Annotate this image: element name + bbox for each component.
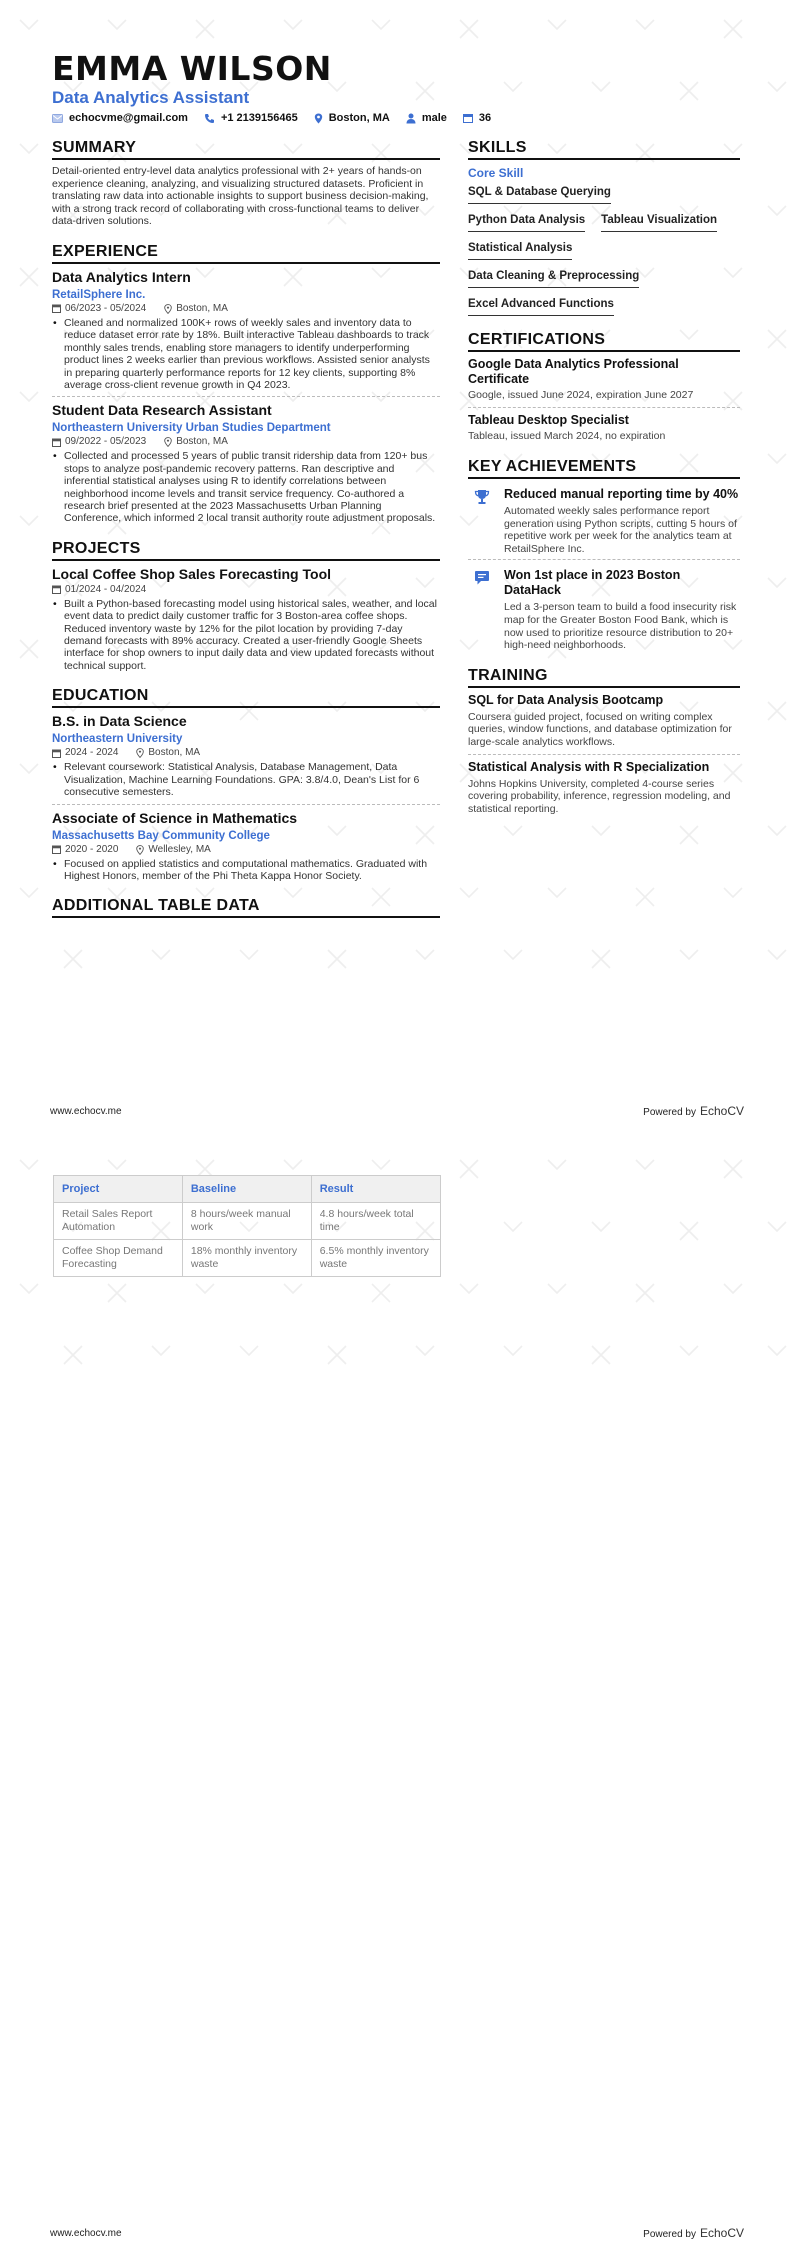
calendar-icon bbox=[52, 749, 61, 758]
project-bullets bbox=[52, 598, 440, 672]
calendar-icon bbox=[52, 585, 61, 594]
summary-section bbox=[52, 138, 440, 228]
contact-bar bbox=[52, 112, 742, 124]
training-title: SQL for Data Analysis Bootcamp bbox=[468, 692, 664, 707]
powered-by: Powered by EchoCV bbox=[643, 1104, 744, 1118]
job-meta: 09/2022 - 05/2023 Boston, MA bbox=[52, 436, 440, 448]
table-header-cell: Project bbox=[54, 1176, 183, 1203]
job-location: Boston, MA bbox=[176, 436, 228, 448]
training-entry bbox=[468, 754, 740, 816]
chat-icon bbox=[474, 570, 490, 586]
projects-section bbox=[52, 539, 440, 672]
table-row bbox=[54, 1240, 441, 1277]
resume-header bbox=[52, 50, 742, 124]
experience-entry bbox=[52, 396, 440, 524]
location-icon bbox=[164, 304, 172, 314]
school-name: Northeastern University bbox=[52, 733, 183, 746]
edu-start-date: 2020 bbox=[65, 843, 88, 855]
certification-issuer: Tableau, issued March 2024, no expiration bbox=[468, 430, 666, 442]
certification-title: Tableau Desktop Specialist bbox=[468, 413, 629, 427]
contact-gender: male bbox=[406, 112, 447, 124]
left-column bbox=[52, 138, 440, 918]
job-start-date: 09/2022 bbox=[65, 436, 102, 448]
additional-table-heading: ADDITIONAL TABLE DATA bbox=[52, 896, 440, 918]
contact-age: 36 bbox=[463, 112, 491, 124]
bullet-item: • Collected and processed 5 years of public transit ridership data from 120+ bus stops to analyze post-pandemic recovery patterns. Ran descriptive and inferential statistical analyses using R to identify correlations between neighborhood income levels and transit service frequency. Co-authored a research brief presented at the 2023 Massachusetts Urban Planning Conference, which informed 2 local transit authority route adjustment proposals. bbox=[52, 450, 440, 524]
achievements-heading: KEY ACHIEVEMENTS bbox=[468, 457, 740, 479]
brand-logo[interactable]: EchoCV bbox=[699, 1104, 744, 1118]
degree-title: Associate of Science in Mathematics bbox=[52, 809, 298, 826]
education-entry bbox=[52, 804, 440, 883]
education-meta: 2024 - 2024 Boston, MA bbox=[52, 747, 440, 759]
education-meta: 2020 - 2020 Wellesley, MA bbox=[52, 844, 440, 856]
calendar-icon bbox=[52, 845, 61, 854]
summary-text: Detail-oriented entry-level data analytics professional with 2+ years of hands-on experience cleaning, analyzing, and visualizing structured datasets. Proficient in translating raw data into actionable insights to support business decision-making, with a strong track record of collaborating with cross-functional teams to deliver data-driven solutions. bbox=[52, 165, 429, 228]
trophy-icon bbox=[474, 489, 490, 505]
table-cell: Retail Sales Report Automation bbox=[54, 1203, 183, 1240]
candidate-role: Data Analytics Assistant bbox=[52, 88, 250, 107]
degree-title: B.S. in Data Science bbox=[52, 713, 187, 730]
project-meta: 01/2024 - 04/2024 bbox=[52, 584, 440, 596]
education-section bbox=[52, 686, 440, 882]
achievement-title: Won 1st place in 2023 Boston DataHack bbox=[504, 568, 681, 598]
training-section bbox=[468, 666, 740, 816]
contact-phone[interactable]: +1 2139156465 bbox=[204, 112, 298, 124]
certifications-heading: CERTIFICATIONS bbox=[468, 330, 740, 352]
page-footer bbox=[50, 1104, 744, 1118]
location-icon bbox=[164, 437, 172, 447]
skill-tag: Tableau Visualization bbox=[601, 210, 717, 232]
additional-data-table bbox=[53, 1175, 441, 1277]
calendar-icon bbox=[52, 304, 61, 313]
location-icon bbox=[314, 113, 323, 124]
achievements-section bbox=[468, 457, 740, 652]
bullet-item: • Focused on applied statistics and computational mathematics. Graduated with Highest Honors, member of the Phi Theta Kappa Honor Society. bbox=[52, 858, 440, 883]
job-end-date: 05/2023 bbox=[110, 436, 147, 448]
job-title: Data Analytics Intern bbox=[52, 268, 191, 285]
additional-table-section bbox=[52, 896, 440, 918]
bullet-item: • Relevant coursework: Statistical Analysis, Database Management, Data Visualization, Machine Learning Foundations. GPA: 3.8/4.0, Dean's List for 6 consecutive semesters. bbox=[52, 761, 440, 798]
brand-logo[interactable]: EchoCV bbox=[699, 2226, 744, 2240]
experience-section bbox=[52, 242, 440, 525]
certifications-section bbox=[468, 330, 740, 443]
footer-site-link[interactable]: www.echocv.me bbox=[50, 2227, 122, 2239]
certification-issuer: Google, issued June 2024, expiration June 2027 bbox=[468, 389, 694, 401]
skills-section bbox=[468, 138, 740, 322]
job-location: Boston, MA bbox=[176, 302, 228, 314]
bullet-item: • Cleaned and normalized 100K+ rows of weekly sales and inventory data to reduce dataset error rate by 18%. Built interactive Tableau dashboards to track monthly sales trends, enabling store managers to identify underperforming product lines 2 weeks earlier than previous workflows. Assisted senior analysts in preparing quarterly performance reports for 12 key clients, supporting 8% average cross-client revenue growth in Q4 2023. bbox=[52, 317, 440, 391]
table-header-cell: Result bbox=[311, 1176, 440, 1203]
project-title: Local Coffee Shop Sales Forecasting Tool bbox=[52, 565, 332, 582]
company-name: Northeastern University Urban Studies Department bbox=[52, 422, 331, 435]
achievement-title: Reduced manual reporting time by 40% bbox=[504, 487, 739, 501]
job-bullets bbox=[52, 450, 440, 524]
project-start-date: 01/2024 bbox=[65, 583, 102, 595]
job-bullets bbox=[52, 317, 440, 391]
education-entry bbox=[52, 708, 440, 798]
table-header-row bbox=[54, 1176, 441, 1203]
job-title: Student Data Research Assistant bbox=[52, 402, 272, 419]
certification-entry bbox=[468, 407, 740, 443]
phone-icon bbox=[204, 113, 215, 124]
calendar-icon bbox=[463, 113, 473, 123]
certification-entry bbox=[468, 352, 740, 402]
training-entry bbox=[468, 688, 740, 749]
candidate-name: EMMA WILSON bbox=[52, 49, 332, 88]
summary-heading: SUMMARY bbox=[52, 138, 440, 160]
page-footer bbox=[50, 2226, 744, 2240]
training-heading: TRAINING bbox=[468, 666, 740, 688]
skills-heading: SKILLS bbox=[468, 138, 740, 160]
email-icon bbox=[52, 114, 63, 123]
school-name: Massachusetts Bay Community College bbox=[52, 829, 270, 842]
education-bullets bbox=[52, 858, 440, 883]
table-cell: Coffee Shop Demand Forecasting bbox=[54, 1240, 183, 1277]
calendar-icon bbox=[52, 438, 61, 447]
contact-email[interactable]: echocvme@gmail.com bbox=[52, 112, 188, 124]
projects-heading: PROJECTS bbox=[52, 539, 440, 561]
skill-tag: Python Data Analysis bbox=[468, 210, 585, 232]
achievement-entry bbox=[468, 559, 740, 651]
skill-list bbox=[468, 182, 740, 322]
education-heading: EDUCATION bbox=[52, 686, 440, 708]
powered-by: Powered by EchoCV bbox=[643, 2226, 744, 2240]
project-entry bbox=[52, 561, 440, 672]
edu-end-date: 2020 bbox=[96, 843, 119, 855]
location-icon bbox=[136, 845, 144, 855]
edu-end-date: 2024 bbox=[96, 747, 119, 759]
edu-location: Wellesley, MA bbox=[148, 843, 211, 855]
skill-tag: Statistical Analysis bbox=[468, 238, 572, 260]
skill-tag: SQL & Database Querying bbox=[468, 182, 611, 204]
table-cell: 8 hours/week manual work bbox=[182, 1203, 311, 1240]
edu-start-date: 2024 bbox=[65, 747, 88, 759]
experience-heading: EXPERIENCE bbox=[52, 242, 440, 264]
bullet-item: • Built a Python-based forecasting model using historical sales, weather, and local event data to predict daily customer traffic for 3 Boston-area coffee shops. Reduced inventory waste by 12% for the pilot location by providing 7-day demand forecasts with 89% accuracy. Created a user-friendly Google Sheets interface for shop owners to input daily data and view updated forecasts without technical support. bbox=[52, 598, 440, 672]
edu-location: Boston, MA bbox=[148, 747, 201, 759]
company-name: RetailSphere Inc. bbox=[52, 288, 146, 301]
contact-location: Boston, MA bbox=[314, 112, 390, 124]
job-meta: 06/2023 - 05/2024 Boston, MA bbox=[52, 303, 440, 315]
experience-entry bbox=[52, 264, 440, 391]
footer-site-link[interactable]: www.echocv.me bbox=[50, 1105, 122, 1117]
table-header-cell: Baseline bbox=[182, 1176, 311, 1203]
location-icon bbox=[136, 748, 144, 758]
certification-title: Google Data Analytics Professional Certificate bbox=[468, 357, 679, 386]
table-cell: 18% monthly inventory waste bbox=[182, 1240, 311, 1277]
table-cell: 4.8 hours/week total time bbox=[311, 1203, 440, 1240]
project-end-date: 04/2024 bbox=[110, 583, 147, 595]
job-start-date: 06/2023 bbox=[65, 302, 102, 314]
skill-tag: Data Cleaning & Preprocessing bbox=[468, 266, 639, 288]
skill-tag: Excel Advanced Functions bbox=[468, 294, 614, 316]
table-cell: 6.5% monthly inventory waste bbox=[311, 1240, 440, 1277]
training-description: Coursera guided project, focused on writing complex queries, window functions, and database optimization for large-scale analytics workflows. bbox=[468, 710, 732, 748]
user-icon bbox=[406, 113, 416, 124]
right-column bbox=[468, 138, 740, 815]
training-description: Johns Hopkins University, completed 4-course series covering probability, inference, regression modeling, and statistical reporting. bbox=[468, 777, 731, 815]
achievement-description: Led a 3-person team to build a food insecurity risk map for the Greater Boston Food Bank, which is now used to prioritize resource distribution to 20+ high-need neighborhoods. bbox=[504, 601, 737, 652]
job-end-date: 05/2024 bbox=[110, 302, 147, 314]
skill-group-label: Core Skill bbox=[468, 166, 524, 180]
achievement-description: Automated weekly sales performance report generation using Python scripts, cutting 5 hours of repetitive work per week for the analytics team at RetailSphere Inc. bbox=[504, 505, 737, 555]
education-bullets bbox=[52, 761, 440, 798]
training-title: Statistical Analysis with R Specialization bbox=[468, 759, 710, 774]
achievement-entry bbox=[468, 479, 740, 555]
table-row bbox=[54, 1203, 441, 1240]
